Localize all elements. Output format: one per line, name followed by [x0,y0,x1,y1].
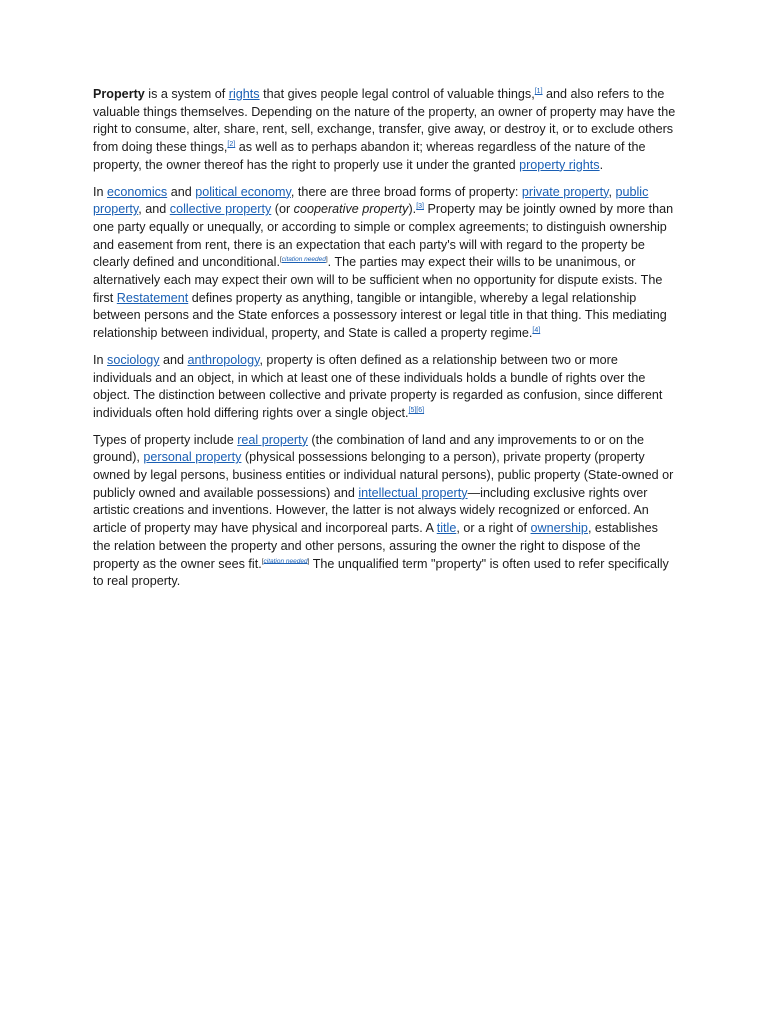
text: , establishes the relation between the property and other persons, assuring the owner the right to dispose of the property as the owner sees fit. [93,521,658,571]
text: In [93,184,108,199]
text: (or [271,202,294,217]
citation-link[interactable]: [4] [532,326,541,334]
citation-link[interactable]: [3] [416,203,424,211]
text: (physical possessions belonging to a person), private property (property owned by legal persons, business entities or individual natural persons), public property (State-owned or publicly owned and available possessions) and [93,450,674,500]
term-cooperative-property: cooperative property [293,202,409,217]
link-title[interactable]: title [436,521,457,536]
link-political-economy[interactable]: political economy [195,184,291,199]
bracket: [ [279,256,282,264]
text: In [93,352,108,367]
term-property: Property [93,87,145,101]
link-public-property[interactable]: public property [93,184,649,217]
article-body [93,86,676,600]
text: ). [408,202,417,217]
citation-1[interactable] [535,88,543,95]
link-real-property[interactable]: real property [237,432,308,447]
link-economics[interactable]: economics [107,184,168,199]
text: and [159,352,188,367]
text: The unqualified term "property" is often used to refer specifically to real property. [93,556,669,589]
text: , property is often defined as a relationship between two or more individuals and an object, in which at least one of these individuals holds a bundle of rights over the object. The distinction between collective and private property is regarded as confusion, since different individuals often hold differing rights over a single object. [93,352,663,420]
text: . [599,157,604,172]
link-restatement[interactable]: Restatement [116,290,189,305]
link-intellectual-property[interactable]: intellectual property [358,485,468,500]
citation-needed [280,256,328,263]
paragraph-economics [93,184,676,343]
bracket: ] [307,557,310,565]
text: is a system of [144,87,229,101]
bracket: ] [325,256,328,264]
citation-link[interactable]: [1] [534,87,543,95]
text: Types of property include [93,432,238,447]
text: , and [138,202,170,217]
citation-link[interactable]: [5][6] [408,406,425,414]
citation-5-6[interactable] [409,407,425,414]
text: that gives people legal control of valuable things, [259,87,535,101]
text: , there are three broad forms of property: [290,184,522,199]
paragraph-sociology [93,352,676,423]
text: and [167,184,196,199]
citation-needed-link[interactable]: citation needed [281,256,326,264]
link-ownership[interactable]: ownership [530,521,588,536]
link-property-rights[interactable]: property rights [519,157,600,172]
text: —including exclusive rights over artistic creations and inventions. However, the latter is not always widely recognized or enforced. An article of property may have physical and incorporeal parts. A [93,485,649,536]
link-private-property[interactable]: private property [521,184,609,199]
citation-needed [262,557,310,564]
text: Property may be jointly owned by more than one party equally or unequally, or according to simple or complex agreements; to distinguish ownership and easement from rent, there is an expectation that each party's will with regard to the property be clearly defined and unconditional. [93,202,674,270]
text: (the combination of land and any improvements to or on the ground), [93,432,644,465]
text: and also refers to the valuable things themselves. Depending on the nature of the property, an owner of property may have the right to consume, alter, share, rent, sell, exchange, transfer, give away, or destroy it, or to exclude others from doing these things, [93,87,676,155]
citation-3[interactable] [416,203,424,210]
citation-needed-link[interactable]: citation needed [263,557,308,565]
text: , or a right of [456,521,531,536]
link-sociology[interactable]: sociology [107,352,160,367]
paragraph-types [93,432,676,591]
text: . The parties may expect their wills to be unanimous, or alternatively each may expect their own will to be sufficient when no opportunity for dispute exists. The first [93,255,663,305]
link-collective-property[interactable]: collective property [169,202,272,217]
text: as well as to perhaps abandon it; whereas regardless of the nature of the property, the owner thereof has the right to properly use it under the granted [93,140,646,172]
paragraph-intro [93,86,676,175]
citation-link[interactable]: [2] [227,140,236,148]
link-personal-property[interactable]: personal property [143,450,242,465]
link-rights[interactable]: rights [228,87,260,101]
bracket: [ [261,557,264,565]
text: defines property as anything, tangible or intangible, whereby a legal relationship between persons and the State enforces a possessory interest or legal title in that thing. This mediating relationship between individual, property, and State is called a property regime. [93,290,667,341]
link-anthropology[interactable]: anthropology [187,352,260,367]
citation-4[interactable] [532,327,540,334]
text: , [608,184,616,199]
